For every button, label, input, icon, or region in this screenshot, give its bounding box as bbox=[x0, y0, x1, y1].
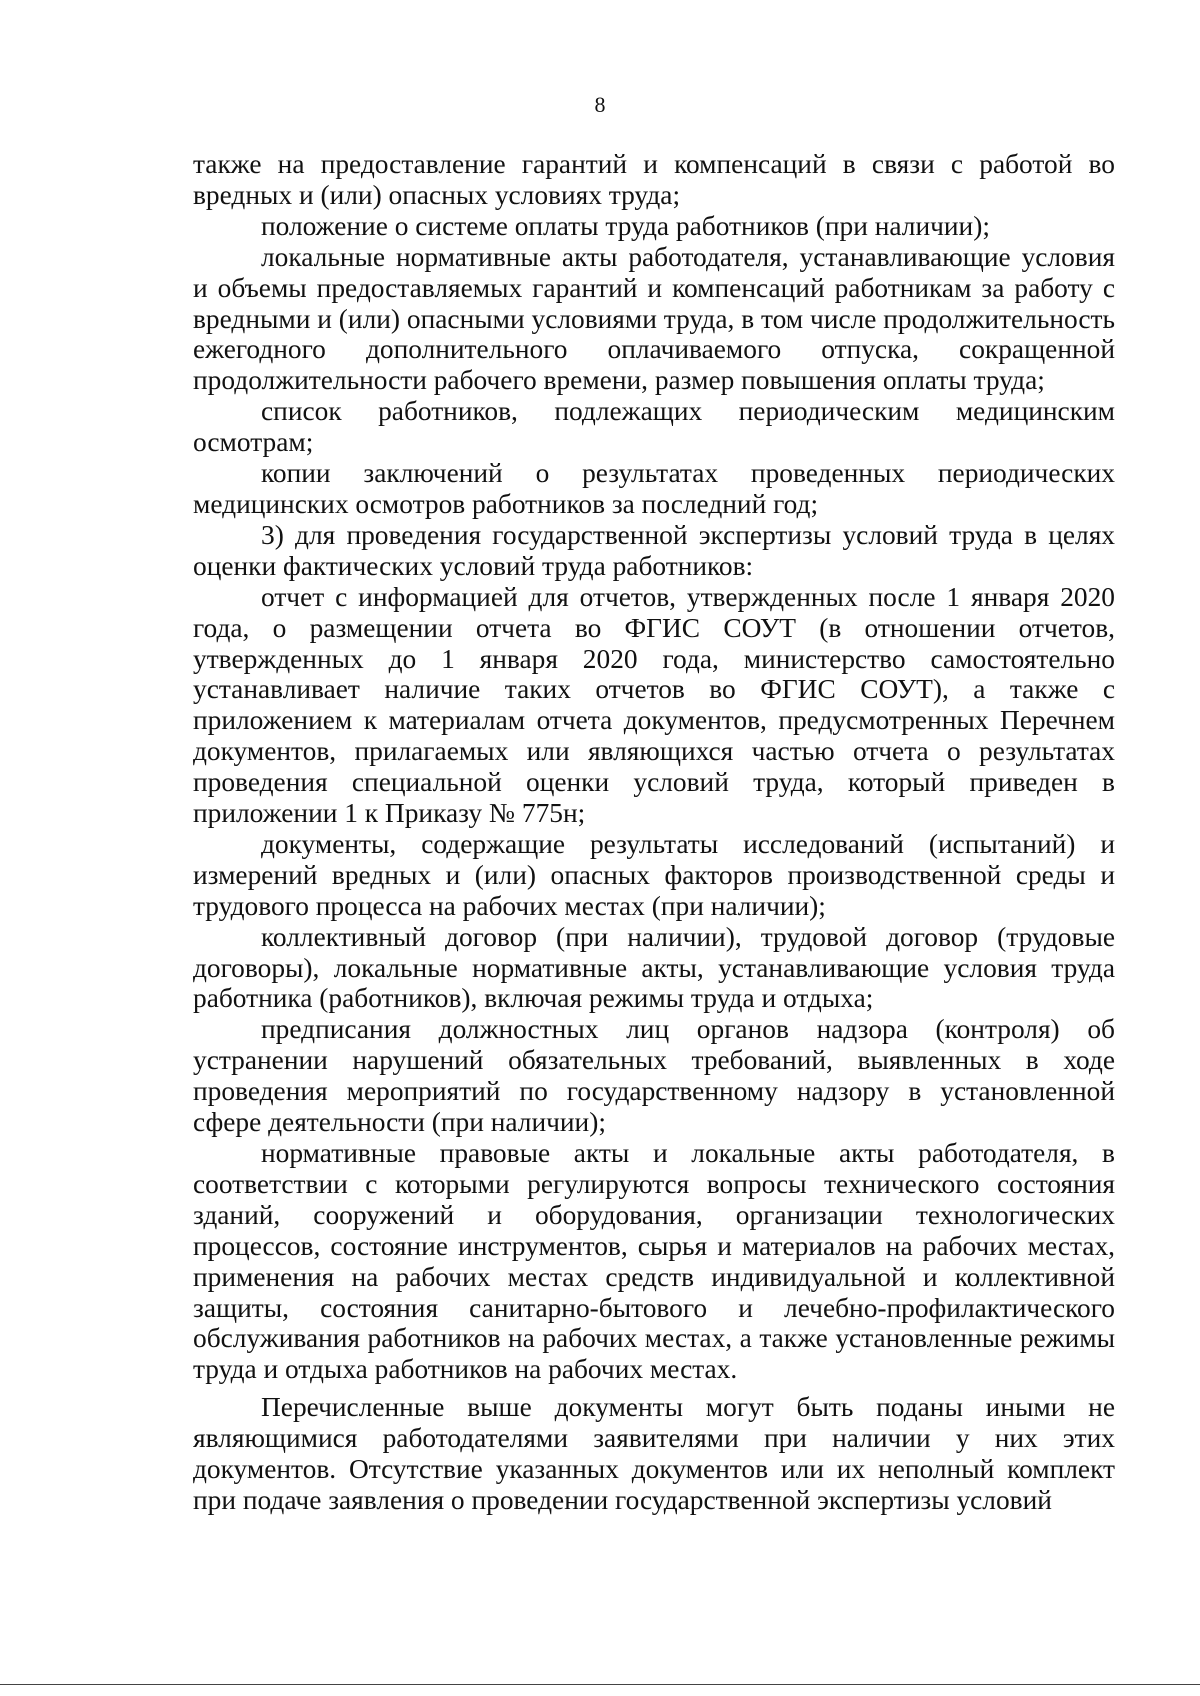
paragraph: локальные нормативные акты работодателя, устанавливающие условия и объемы предоставляемых гарантий и компенсаций работникам за работу с вредными и (или) опасными условиями труда, в том числе продолжительность ежегодного дополнительного оплачиваемого отпуска, сокращенной продолжительности рабочего времени, размер повышения оплаты труда; bbox=[193, 241, 1115, 396]
paragraph: список работников, подлежащих периодическим медицинским осмотрам; bbox=[193, 396, 1115, 458]
paragraph: коллективный договор (при наличии), трудовой договор (трудовые договоры), локальные нормативные акты, устанавливающие условия труда работника (работников), включая режимы труда и отдыха; bbox=[193, 921, 1115, 1014]
bottom-edge-line bbox=[0, 1684, 1200, 1685]
paragraph: нормативные правовые акты и локальные акты работодателя, в соответствии с которыми регулируются вопросы технического состояния зданий, сооружений и оборудования, организации технологических процессов, состояние инструментов, сырья и материалов на рабочих местах, применения на рабочих местах средств индивидуальной и коллективной защиты, состояния санитарно-бытового и лечебно-профилактического обслуживания работников на рабочих местах, а также установленные режимы труда и отдыха работников на рабочих местах. bbox=[193, 1138, 1115, 1385]
paragraph: документы, содержащие результаты исследований (испытаний) и измерений вредных и (или) опасных факторов производственной среды и трудового процесса на рабочих местах (при наличии); bbox=[193, 828, 1115, 921]
paragraph: копии заключений о результатах проведенных периодических медицинских осмотров работников за последний год; bbox=[193, 458, 1115, 519]
paragraph: положение о системе оплаты труда работников (при наличии); bbox=[261, 210, 990, 241]
paragraph: предписания должностных лиц органов надзора (контроля) об устранении нарушений обязательных требований, выявленных в ходе проведения мероприятий по государственному надзору в установленной сфере деятельности (при наличии); bbox=[193, 1014, 1115, 1138]
page-number: 8 bbox=[594, 92, 606, 117]
paragraph-continuation: также на предоставление гарантий и компенсаций в связи с работой во вредных и (или) опасных условиях труда; bbox=[193, 149, 1115, 210]
paragraph: Перечисленные выше документы могут быть поданы иными не являющимися работодателями заявителями при наличии у них этих документов. Отсутствие указанных документов или их неполный комплект при подаче заявления о проведении государственной экспертизы условий bbox=[193, 1392, 1115, 1515]
paragraph: 3) для проведения государственной экспертизы условий труда в целях оценки фактических условий труда работников: bbox=[193, 519, 1115, 581]
paragraph: отчет с информацией для отчетов, утвержденных после 1 января 2020 года, о размещении отчета во ФГИС СОУТ (в отношении отчетов, утвержденных до 1 января 2020 года, министерство самостоятельно устанавливает наличие таких отчетов во ФГИС СОУТ), а также с приложением к материалам отчета документов, предусмотренных Перечнем документов, прилагаемых или являющихся частью отчета о результатах проведения специальной оценки условий труда, который приведен в приложении 1 к Приказу № 775н; bbox=[193, 581, 1115, 829]
document-body bbox=[193, 149, 1115, 1516]
